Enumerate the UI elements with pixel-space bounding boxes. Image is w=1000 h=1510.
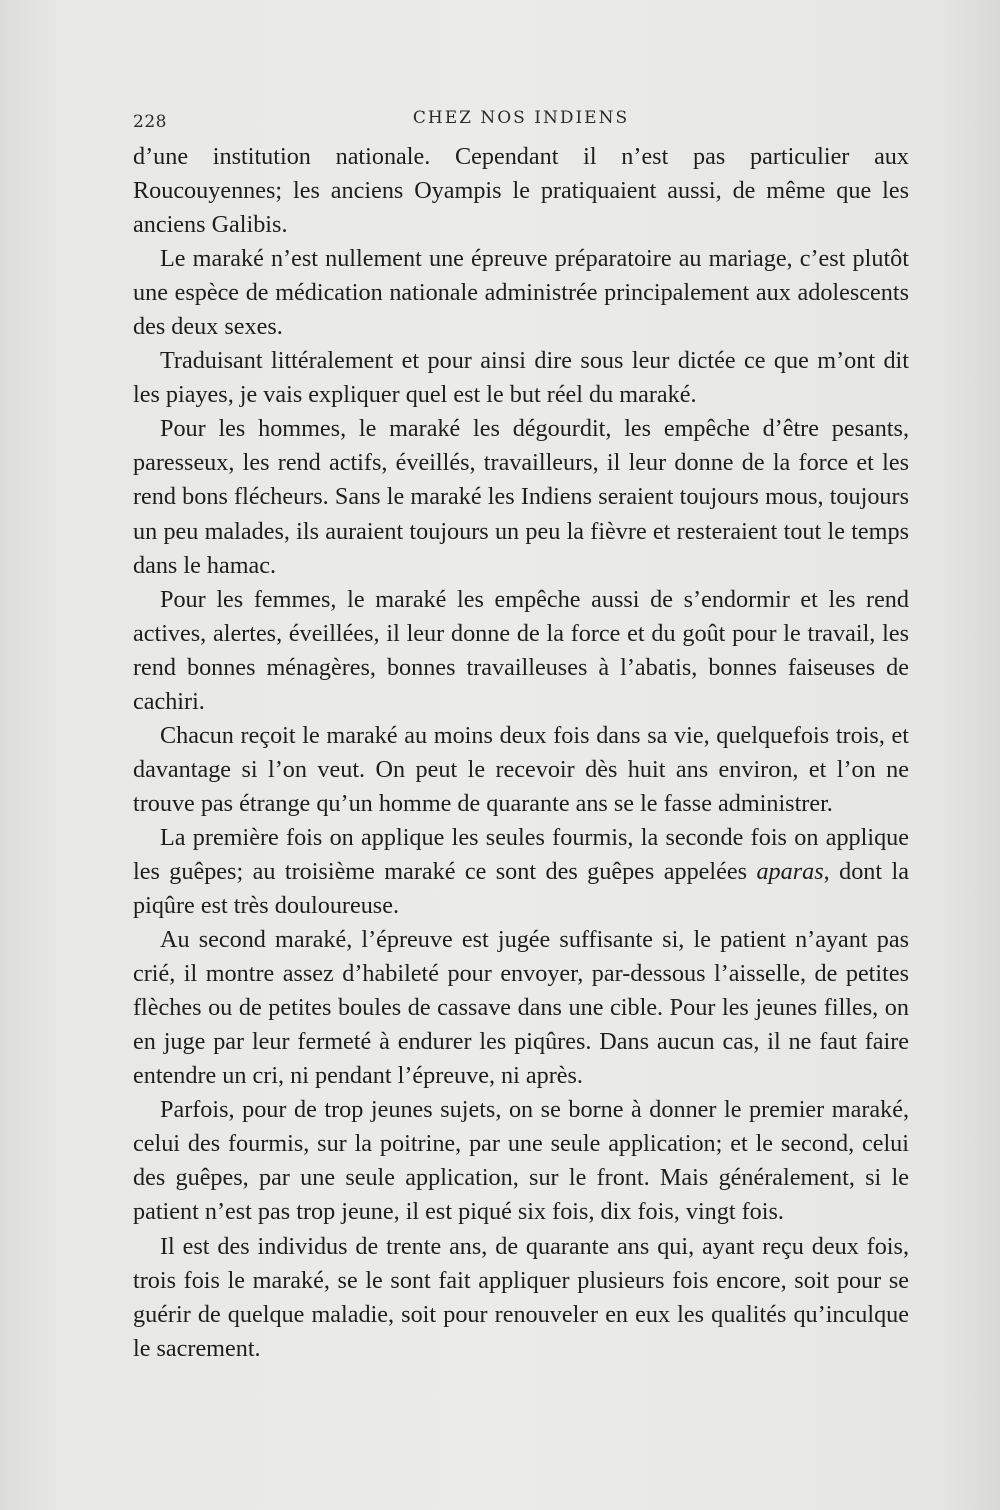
paragraph: Le maraké n’est nullement une épreuve préparatoire au mariage, c’est plutôt une espèce de médication nationale administrée principalement aux adolescents des deux sexes. bbox=[133, 245, 909, 341]
paragraph: Il est des individus de trente ans, de quarante ans qui, ayant reçu deux fois, trois fois le maraké, se le sont fait appliquer plusieurs fois encore, soit pour se guérir de quelque maladie, soit pour renouveler en eux les qualités qu’inculque le sacrement. bbox=[133, 1232, 909, 1362]
paragraph: Chacun reçoit le maraké au moins deux fois dans sa vie, quelquefois trois, et davantage si l’on veut. On peut le recevoir dès huit ans environ, et l’on ne trouve pas étrange qu’un homme de quarante ans se le fasse administrer. bbox=[133, 721, 909, 817]
paragraph: Pour les femmes, le maraké les empêche aussi de s’endormir et les rend actives, alertes, éveillées, il leur donne de la force et du goût pour le travail, les rend bonnes ménagères, bonnes travailleuses à l’abatis, bonnes faiseuses de cachiri. bbox=[133, 585, 909, 715]
paragraph: Traduisant littéralement et pour ainsi dire sous leur dictée ce que m’ont dit les piayes, je vais expliquer quel est le but réel du maraké. bbox=[133, 347, 909, 409]
paragraph: Au second maraké, l’épreuve est jugée suffisante si, le patient n’ayant pas crié, il montre assez d’habileté pour envoyer, par-dessous l’aisselle, de petites flèches ou de petites boules de cassave dans une cible. Pour les jeunes filles, on en juge par leur fermeté à endurer les piqûres. Dans aucun cas, il ne faut faire entendre un cri, ni pendant l’épreuve, ni après. bbox=[133, 926, 909, 1090]
paragraph-text: , dont la piqûre est très douloureuse. bbox=[133, 857, 909, 920]
page-number: 228 bbox=[133, 112, 167, 132]
body-text bbox=[133, 140, 909, 1366]
italic-term: aparas bbox=[756, 857, 824, 885]
running-title: CHEZ NOS INDIENS bbox=[412, 108, 630, 128]
paragraph-text: La première fois on applique les seules fourmis, la seconde fois on applique les guêpes; au troisième maraké ce sont des guêpes appelées bbox=[133, 823, 909, 885]
paragraph: Pour les hommes, le maraké les dégourdit, les empêche d’être pesants, paresseux, les rend actifs, éveillés, travailleurs, il leur donne de la force et les rend bons flécheurs. Sans le maraké les Indiens seraient toujours mous, toujours un peu malades, ils auraient toujours un peu la fièvre et resteraient tout le temps dans le hamac. bbox=[133, 415, 909, 579]
page-header bbox=[133, 108, 909, 138]
paragraph: Parfois, pour de trop jeunes sujets, on se borne à donner le premier maraké, celui des fourmis, sur la poitrine, par une seule application; et le second, celui des guêpes, par une seule application, sur le front. Mais généralement, si le patient n’est pas trop jeune, il est piqué six fois, dix fois, vingt fois. bbox=[133, 1096, 909, 1226]
paragraph bbox=[133, 821, 909, 923]
paragraph-continued: d’une institution nationale. Cependant il n’est pas particulier aux Roucouyennes; les anciens Oyampis le pratiquaient aussi, de même que les anciens Galibis. bbox=[133, 143, 909, 239]
